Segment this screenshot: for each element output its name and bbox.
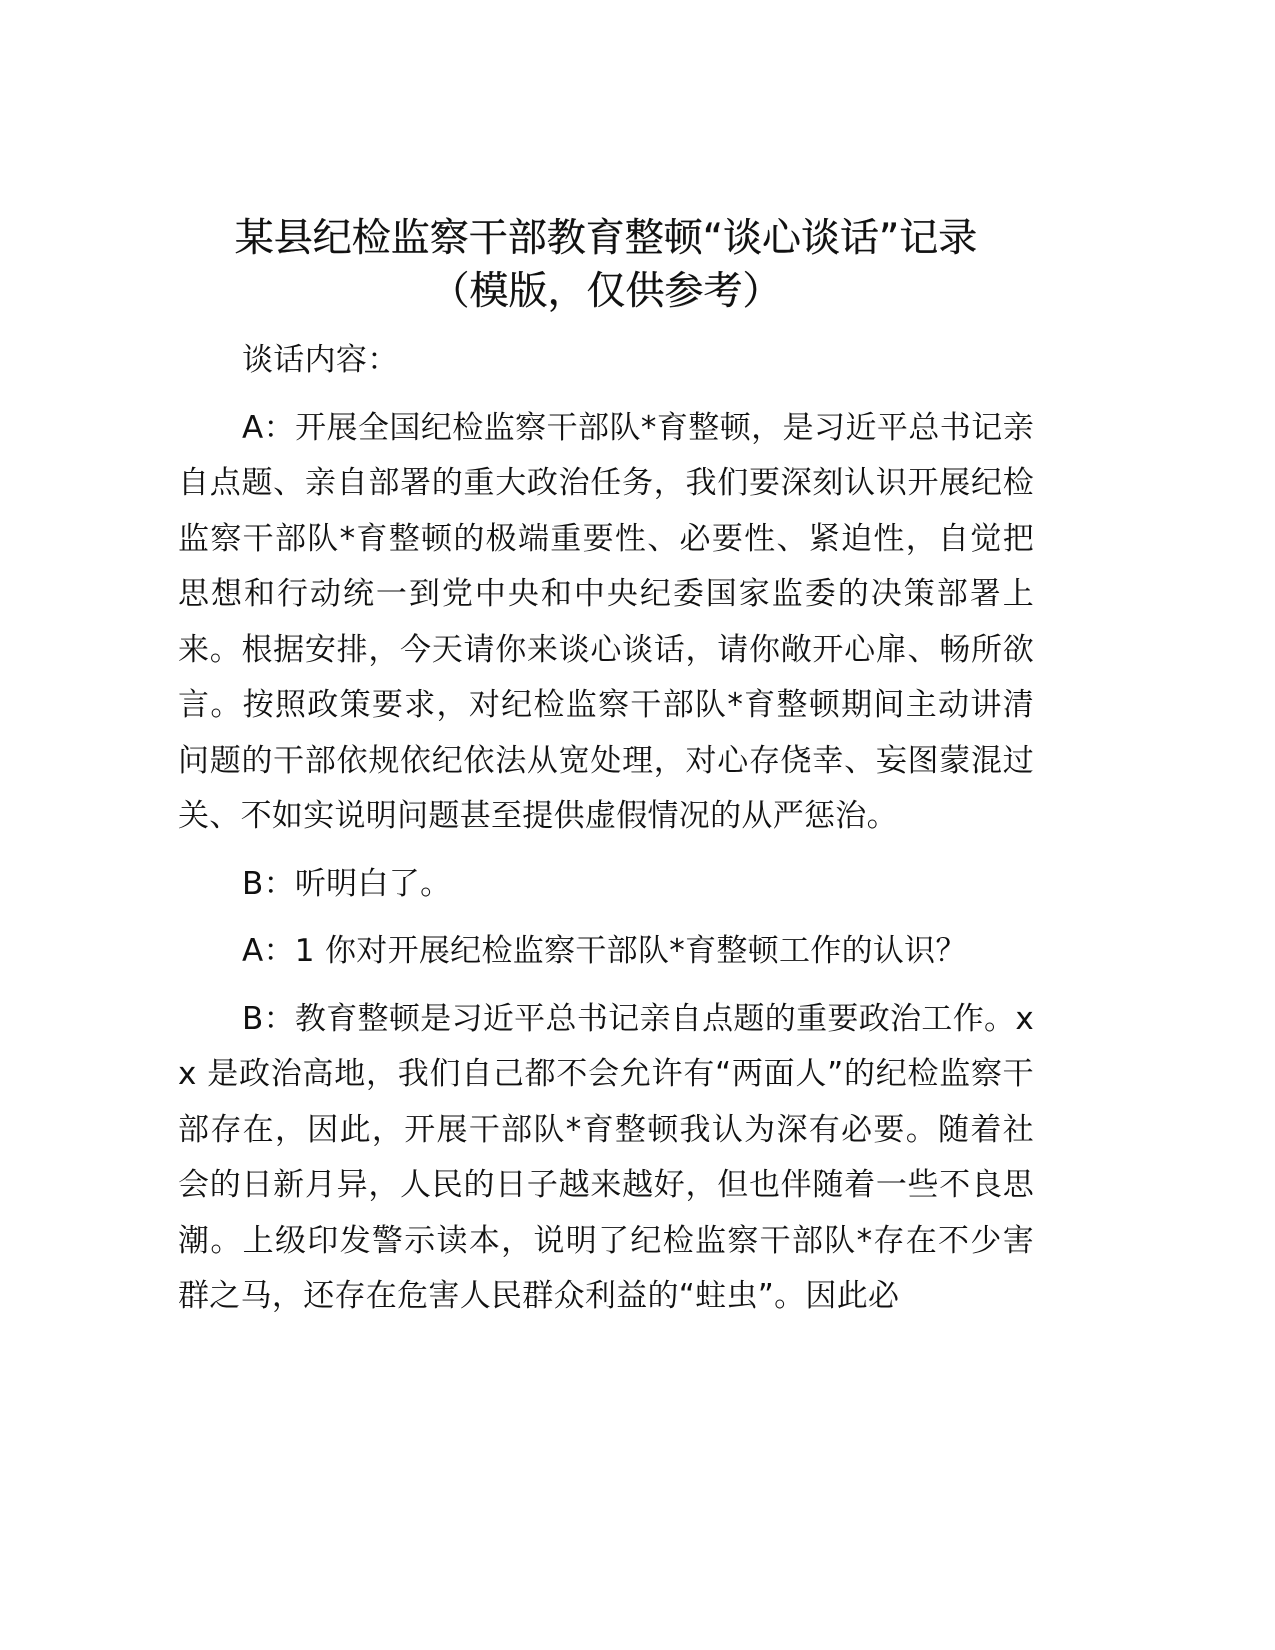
section-label-talk-content: 谈话内容： — [242, 342, 399, 378]
document-page — [178, 212, 1034, 1337]
dialogue-paragraph-b-reply: B：听明白了。 — [242, 865, 452, 902]
title-line-1: 某县纪检监察干部教育整顿“谈心谈话”记录 — [234, 216, 978, 261]
title-line-2: （模版，仅供参考） — [430, 269, 782, 314]
dialogue-paragraph-b-answer-1: B：教育整顿是习近平总书记亲自点题的重要政治工作。xx 是政治高地，我们自己都不会允许有“两面人”的纪检监察干部存在，因此，开展干部队*育整顿我认为深有必要。随着社会的日新月异，人民的日子越来越好，但也伴随着一些不良思潮。上级印发警示读本，说明了纪检监察干部队*存在不少害群之马，还存在危害人民群众利益的“蛀虫”。因此必 — [178, 1000, 1034, 1314]
document-title — [178, 212, 1034, 318]
dialogue-paragraph-a-intro: A：开展全国纪检监察干部队*育整顿，是习近平总书记亲自点题、亲自部署的重大政治任务，我们要深刻认识开展纪检监察干部队*育整顿的极端重要性、必要性、紧迫性，自觉把思想和行动统一到党中央和中央纪委国家监委的决策部署上来。根据安排，今天请你来谈心谈话，请你敞开心扉、畅所欲言。按照政策要求，对纪检监察干部队*育整顿期间主动讲清问题的干部依规依纪依法从宽处理，对心存侥幸、妄图蒙混过关、不如实说明问题甚至提供虚假情况的从严惩治。 — [178, 409, 1034, 834]
dialogue-paragraph-a-question-1: A：1 你对开展纪检监察干部队*育整顿工作的认识？ — [242, 933, 967, 969]
